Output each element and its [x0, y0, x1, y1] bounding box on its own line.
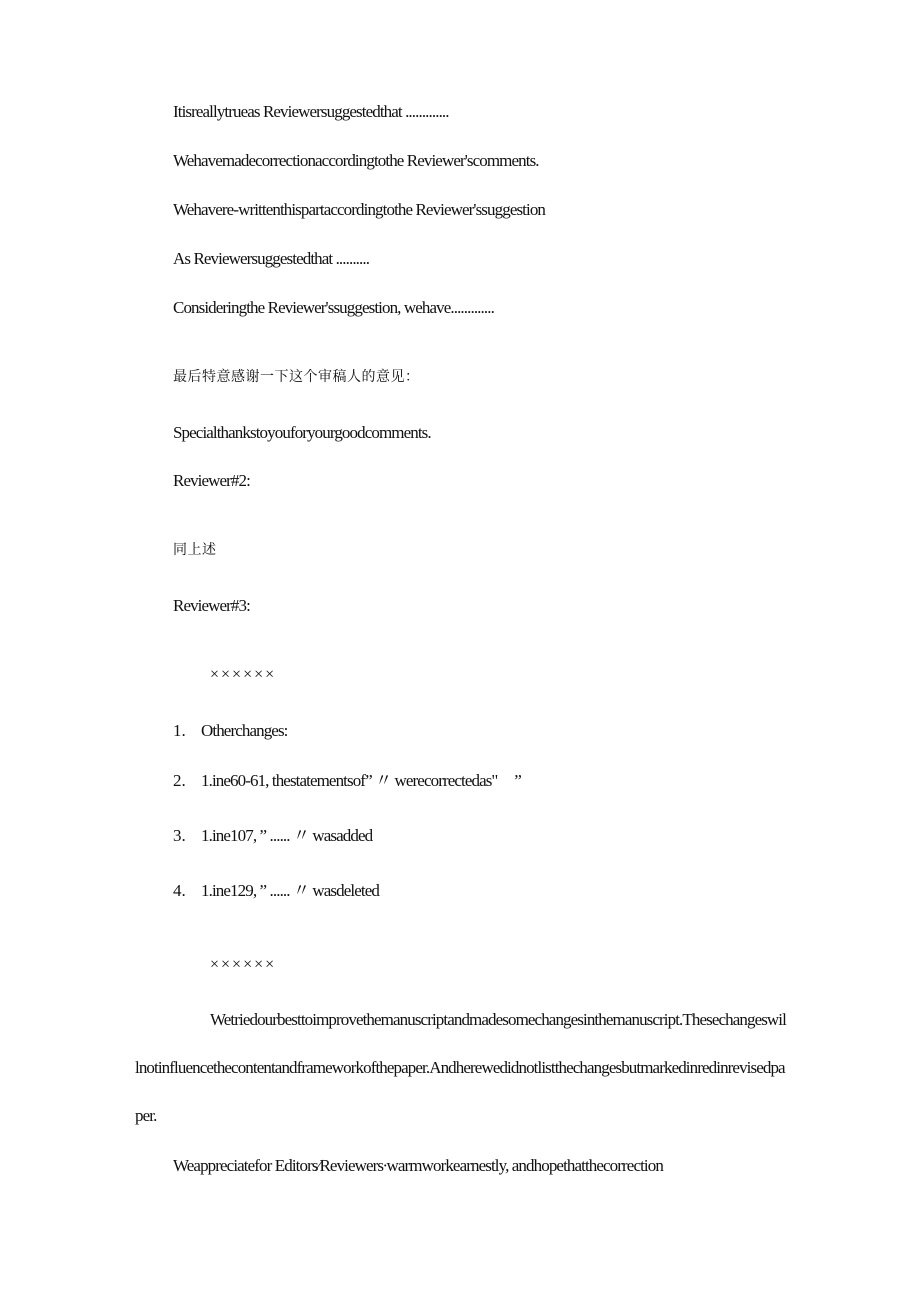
- list-number: 2.: [173, 771, 186, 790]
- list-item-text: 1.ine107, ” ...... 〃 wasadded: [201, 826, 373, 845]
- list-item-text: 1.ine60-61, thestatementsof” 〃 werecorrectedas" ”: [201, 771, 521, 790]
- list-number: 3.: [173, 826, 186, 845]
- change-item-3: [173, 827, 372, 844]
- response-phrase-5: Consideringthe Reviewer'ssuggestion, wehave.............: [173, 298, 494, 317]
- change-item-2: [173, 772, 521, 789]
- response-phrase-1: Itisreallytrueas Reviewersuggestedthat .............: [173, 102, 449, 121]
- list-item-text: Otherchanges:: [201, 721, 288, 740]
- response-phrase-3: Wehavere-writtenthispartaccordingtothe Reviewer'ssuggestion: [173, 200, 546, 219]
- thanks-note-chinese: 最后特意感谢一下这个审稿人的意见：: [173, 369, 420, 385]
- list-item-text: 1.ine129, ” ...... 〃 wasdeleted: [201, 881, 379, 900]
- reviewer2-note-chinese: 同上述: [173, 542, 217, 558]
- final-line: Weappreciatefor Editors∕Reviewers∙warmworkearnestly, andhopethatthecorrection: [173, 1156, 663, 1175]
- response-phrase-4: As Reviewersuggestedthat ..........: [173, 249, 370, 268]
- reviewer2-heading: Reviewer#2:: [173, 471, 250, 490]
- change-item-1: [173, 722, 287, 739]
- reviewer3-heading: Reviewer#3:: [173, 596, 250, 615]
- list-number: 1.: [173, 721, 186, 740]
- response-phrase-2: Wehavemadecorrectionaccordingtothe Reviewer'scomments.: [173, 151, 539, 170]
- list-number: 4.: [173, 881, 186, 900]
- placeholder-marks-top: ××××××: [210, 666, 277, 683]
- thanks-sentence: Specialthankstoyouforyourgoodcomments.: [173, 423, 431, 442]
- placeholder-marks-bottom: ××××××: [210, 956, 277, 973]
- closing-paragraph: Wetriedourbesttoimprovethemanuscriptandmadesomechangesinthemanuscript.Thesechangeswillnotinfluencethecontentandframeworkofthepaper.Andherewedidnotlistthechangesbutmarkedinredinrevisedpaper.: [135, 1010, 786, 1125]
- change-item-4: [173, 882, 379, 899]
